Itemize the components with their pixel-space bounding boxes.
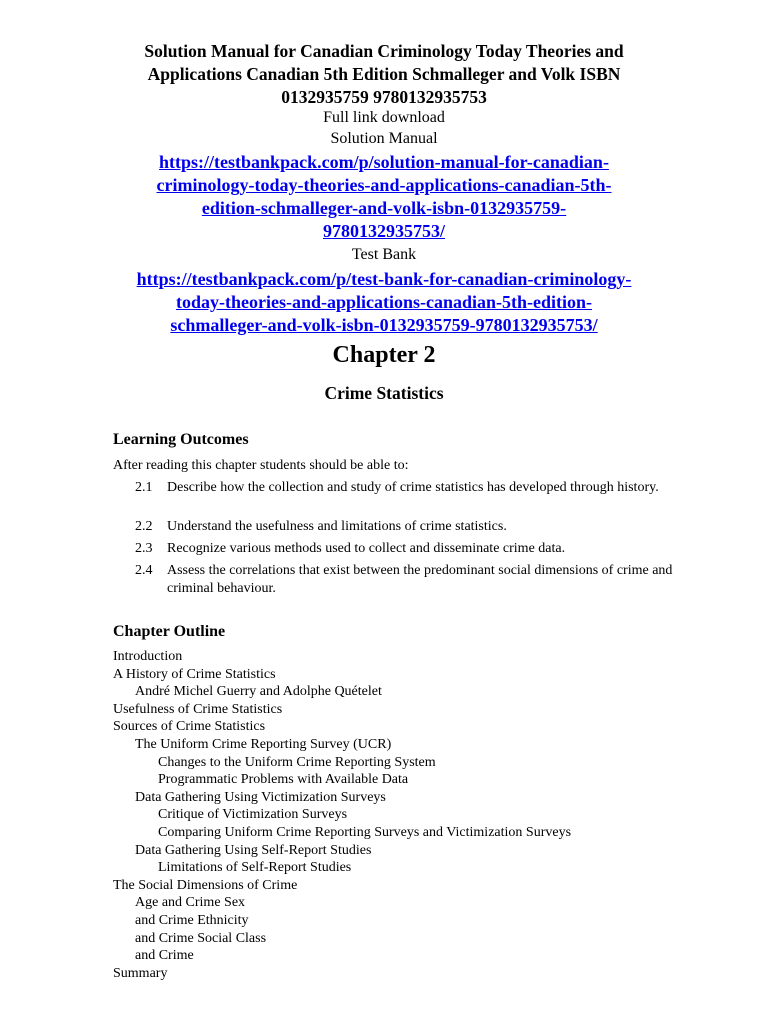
outline-item: The Social Dimensions of Crime — [113, 877, 298, 893]
learning-outcomes-intro: After reading this chapter students should be able to: — [113, 458, 409, 473]
outcome-number: 2.1 — [135, 480, 153, 495]
learning-outcomes-heading: Learning Outcomes — [113, 431, 249, 448]
chapter-title: Crime Statistics — [324, 383, 444, 403]
solution-manual-link[interactable]: criminology-today-theories-and-applications-canadian-5th- — [156, 175, 612, 195]
full-link-label: Full link download — [323, 109, 445, 126]
title-line: Solution Manual for Canadian Criminology Today Theories and — [144, 41, 624, 61]
title-line: Applications Canadian 5th Edition Schmalleger and Volk ISBN — [147, 64, 621, 84]
document-title — [84, 40, 684, 109]
chapter-outline-heading: Chapter Outline — [113, 623, 226, 640]
learning-outcome-item — [135, 479, 695, 497]
solution-manual-label: Solution Manual — [330, 130, 438, 147]
learning-outcome-item — [135, 518, 695, 536]
learning-outcome-item — [135, 540, 695, 558]
outcome-number: 2.2 — [135, 519, 153, 534]
outcome-text: Describe how the collection and study of crime statistics has developed through history. — [167, 480, 659, 495]
chapter-outline-list — [113, 648, 571, 982]
solution-manual-link[interactable]: https://testbankpack.com/p/solution-manual-for-canadian- — [159, 152, 609, 172]
outcome-number: 2.4 — [135, 563, 153, 578]
outline-item: Data Gathering Using Victimization Surveys — [135, 789, 386, 805]
title-line: 0132935759 9780132935753 — [281, 87, 487, 107]
outcome-text: Recognize various methods used to collect and disseminate crime data. — [167, 541, 566, 556]
chapter-label: Chapter 2 — [332, 342, 436, 368]
outcome-number: 2.3 — [135, 541, 153, 556]
outline-item: Data Gathering Using Self-Report Studies — [135, 842, 372, 858]
learning-outcome-item — [135, 562, 695, 598]
test-bank-link[interactable]: schmalleger-and-volk-isbn-0132935759-9780132935753/ — [170, 315, 598, 335]
outline-item: Programmatic Problems with Available Data — [158, 772, 409, 788]
outline-item: André Michel Guerry and Adolphe Quételet — [135, 684, 382, 700]
outline-item: and Crime — [135, 948, 194, 964]
outline-item: Sources of Crime Statistics — [113, 719, 266, 735]
outline-item: Changes to the Uniform Crime Reporting System — [158, 754, 436, 770]
solution-manual-link[interactable]: 9780132935753/ — [322, 221, 445, 241]
outline-item: The Uniform Crime Reporting Survey (UCR) — [135, 736, 392, 752]
test-bank-link[interactable]: today-theories-and-applications-canadian-5th-edition- — [175, 292, 593, 312]
outcome-text: Assess the correlations that exist between the predominant social dimensions of crime and criminal behaviour. — [167, 563, 673, 596]
outline-item: Critique of Victimization Surveys — [158, 807, 348, 823]
outcome-text: Understand the usefulness and limitations of crime statistics. — [167, 519, 507, 534]
outline-item: and Crime Social Class — [135, 930, 267, 946]
solution-manual-link[interactable]: edition-schmalleger-and-volk-isbn-0132935759- — [201, 198, 567, 218]
outline-item: Age and Crime Sex — [135, 895, 246, 911]
outline-item: Usefulness of Crime Statistics — [113, 701, 283, 717]
outline-item: Limitations of Self-Report Studies — [158, 860, 352, 876]
outline-item: Introduction — [113, 649, 183, 664]
test-bank-label: Test Bank — [351, 246, 417, 263]
outline-item: A History of Crime Statistics — [113, 666, 276, 682]
outline-item: Comparing Uniform Crime Reporting Surveys and Victimization Surveys — [158, 824, 572, 840]
outline-item: and Crime Ethnicity — [135, 912, 249, 928]
test-bank-link[interactable]: https://testbankpack.com/p/test-bank-for-canadian-criminology- — [136, 269, 632, 289]
outline-item: Summary — [113, 965, 168, 981]
